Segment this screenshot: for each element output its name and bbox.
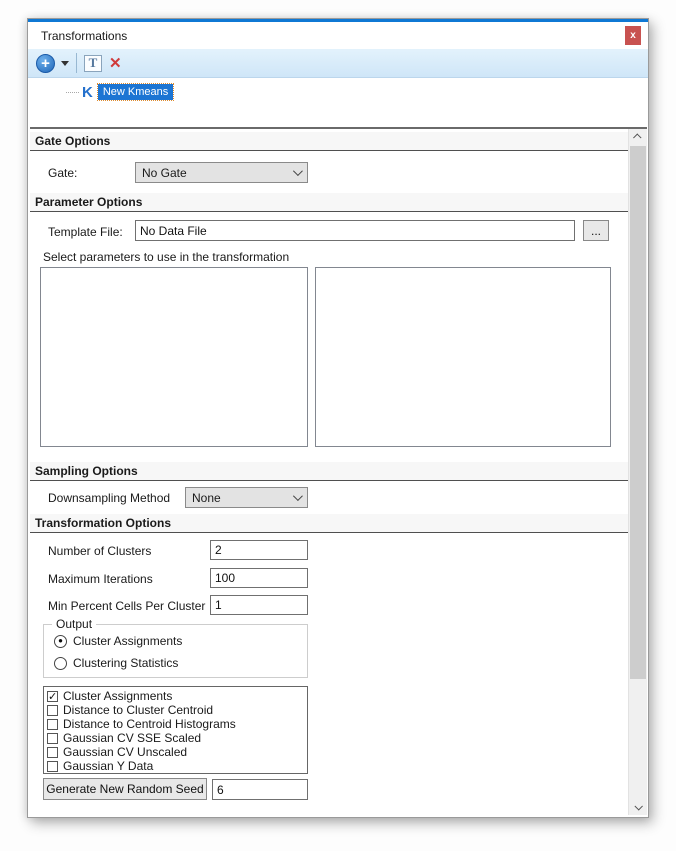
checkbox-icon[interactable]: [47, 761, 58, 772]
gate-dropdown[interactable]: [135, 162, 308, 183]
checkbox-label: Gaussian Y Data: [63, 759, 154, 773]
checkbox-item[interactable]: [47, 759, 307, 773]
options-panel: [30, 127, 647, 815]
checkbox-icon[interactable]: [47, 719, 58, 730]
output-group-legend: Output: [52, 617, 96, 631]
browse-button[interactable]: ...: [583, 220, 609, 241]
options-content: [30, 129, 628, 815]
gate-options-header: Gate Options: [30, 132, 628, 151]
tree-item-label[interactable]: New Kmeans: [98, 84, 173, 100]
scrollbar-down-button[interactable]: [629, 799, 647, 815]
generate-random-seed-button[interactable]: Generate New Random Seed: [43, 778, 207, 800]
chevron-down-icon: [293, 491, 303, 501]
kmeans-icon: K: [82, 83, 93, 101]
checkbox-label: Distance to Centroid Histograms: [63, 717, 236, 731]
downsampling-dropdown[interactable]: [185, 487, 308, 508]
transformations-tree: [28, 78, 648, 127]
chevron-down-icon: [293, 166, 303, 176]
radio-button-icon[interactable]: ●: [54, 635, 67, 648]
random-seed-input[interactable]: [212, 779, 308, 800]
checkbox-label: Gaussian CV Unscaled: [63, 745, 188, 759]
output-group: [43, 617, 308, 678]
template-file-label: Template File:: [48, 225, 123, 239]
add-dropdown-caret-icon[interactable]: [61, 61, 69, 66]
close-icon[interactable]: x: [625, 26, 641, 45]
scrollbar-thumb[interactable]: [630, 146, 646, 679]
gate-label: Gate:: [48, 166, 78, 180]
checkbox-icon[interactable]: [47, 733, 58, 744]
checkbox-label: Gaussian CV SSE Scaled: [63, 731, 202, 745]
checkbox-item[interactable]: [47, 689, 307, 703]
maximum-iterations-label: Maximum Iterations: [48, 572, 153, 586]
checkbox-icon[interactable]: [47, 705, 58, 716]
number-of-clusters-input[interactable]: [210, 540, 308, 560]
selected-parameters-listbox[interactable]: [315, 267, 611, 447]
parameter-options-header: Parameter Options: [30, 193, 628, 212]
available-parameters-listbox[interactable]: [40, 267, 308, 447]
transformations-window: [27, 18, 649, 818]
gate-dropdown-value: No Gate: [142, 165, 187, 180]
downsampling-method-label: Downsampling Method: [48, 491, 171, 505]
checkbox-label: Distance to Cluster Centroid: [63, 703, 214, 717]
add-icon[interactable]: +: [36, 54, 55, 73]
chevron-down-icon: [634, 802, 642, 810]
tree-item-new-kmeans[interactable]: [66, 83, 173, 101]
maximum-iterations-input[interactable]: [210, 568, 308, 588]
radio-button-icon[interactable]: [54, 657, 67, 670]
tree-connector-line: [66, 92, 79, 93]
checkbox-item[interactable]: [47, 717, 307, 731]
output-checkbox-list[interactable]: [43, 686, 308, 774]
delete-icon[interactable]: ✕: [109, 54, 122, 72]
downsampling-dropdown-value: None: [192, 490, 221, 505]
min-percent-cells-label: Min Percent Cells Per Cluster: [48, 599, 206, 613]
toolbar-separator: [76, 53, 77, 73]
radio-label: Cluster Assignments: [73, 634, 183, 648]
chevron-up-icon: [633, 133, 641, 141]
radio-cluster-assignments[interactable]: [54, 634, 182, 648]
rename-text-icon[interactable]: T: [84, 55, 102, 72]
radio-label: Clustering Statistics: [73, 656, 179, 670]
select-parameters-hint: Select parameters to use in the transformation: [43, 250, 290, 264]
template-file-input[interactable]: [135, 220, 575, 241]
title-bar: [28, 22, 648, 49]
vertical-scrollbar[interactable]: [628, 129, 647, 815]
radio-clustering-statistics[interactable]: [54, 656, 178, 670]
checkbox-item[interactable]: [47, 745, 307, 759]
checkbox-icon[interactable]: ✓: [48, 690, 58, 703]
min-percent-cells-input[interactable]: [210, 595, 308, 615]
checkbox-item[interactable]: [47, 731, 307, 745]
sampling-options-header: Sampling Options: [30, 462, 628, 481]
checkbox-label: Cluster Assignments: [63, 689, 173, 703]
number-of-clusters-label: Number of Clusters: [48, 544, 152, 558]
window-title: Transformations: [41, 28, 128, 43]
checkbox-icon[interactable]: [47, 747, 58, 758]
checkbox-item[interactable]: [47, 703, 307, 717]
transformation-options-header: Transformation Options: [30, 514, 628, 533]
scrollbar-up-button[interactable]: [629, 129, 647, 145]
toolbar: [28, 49, 648, 78]
